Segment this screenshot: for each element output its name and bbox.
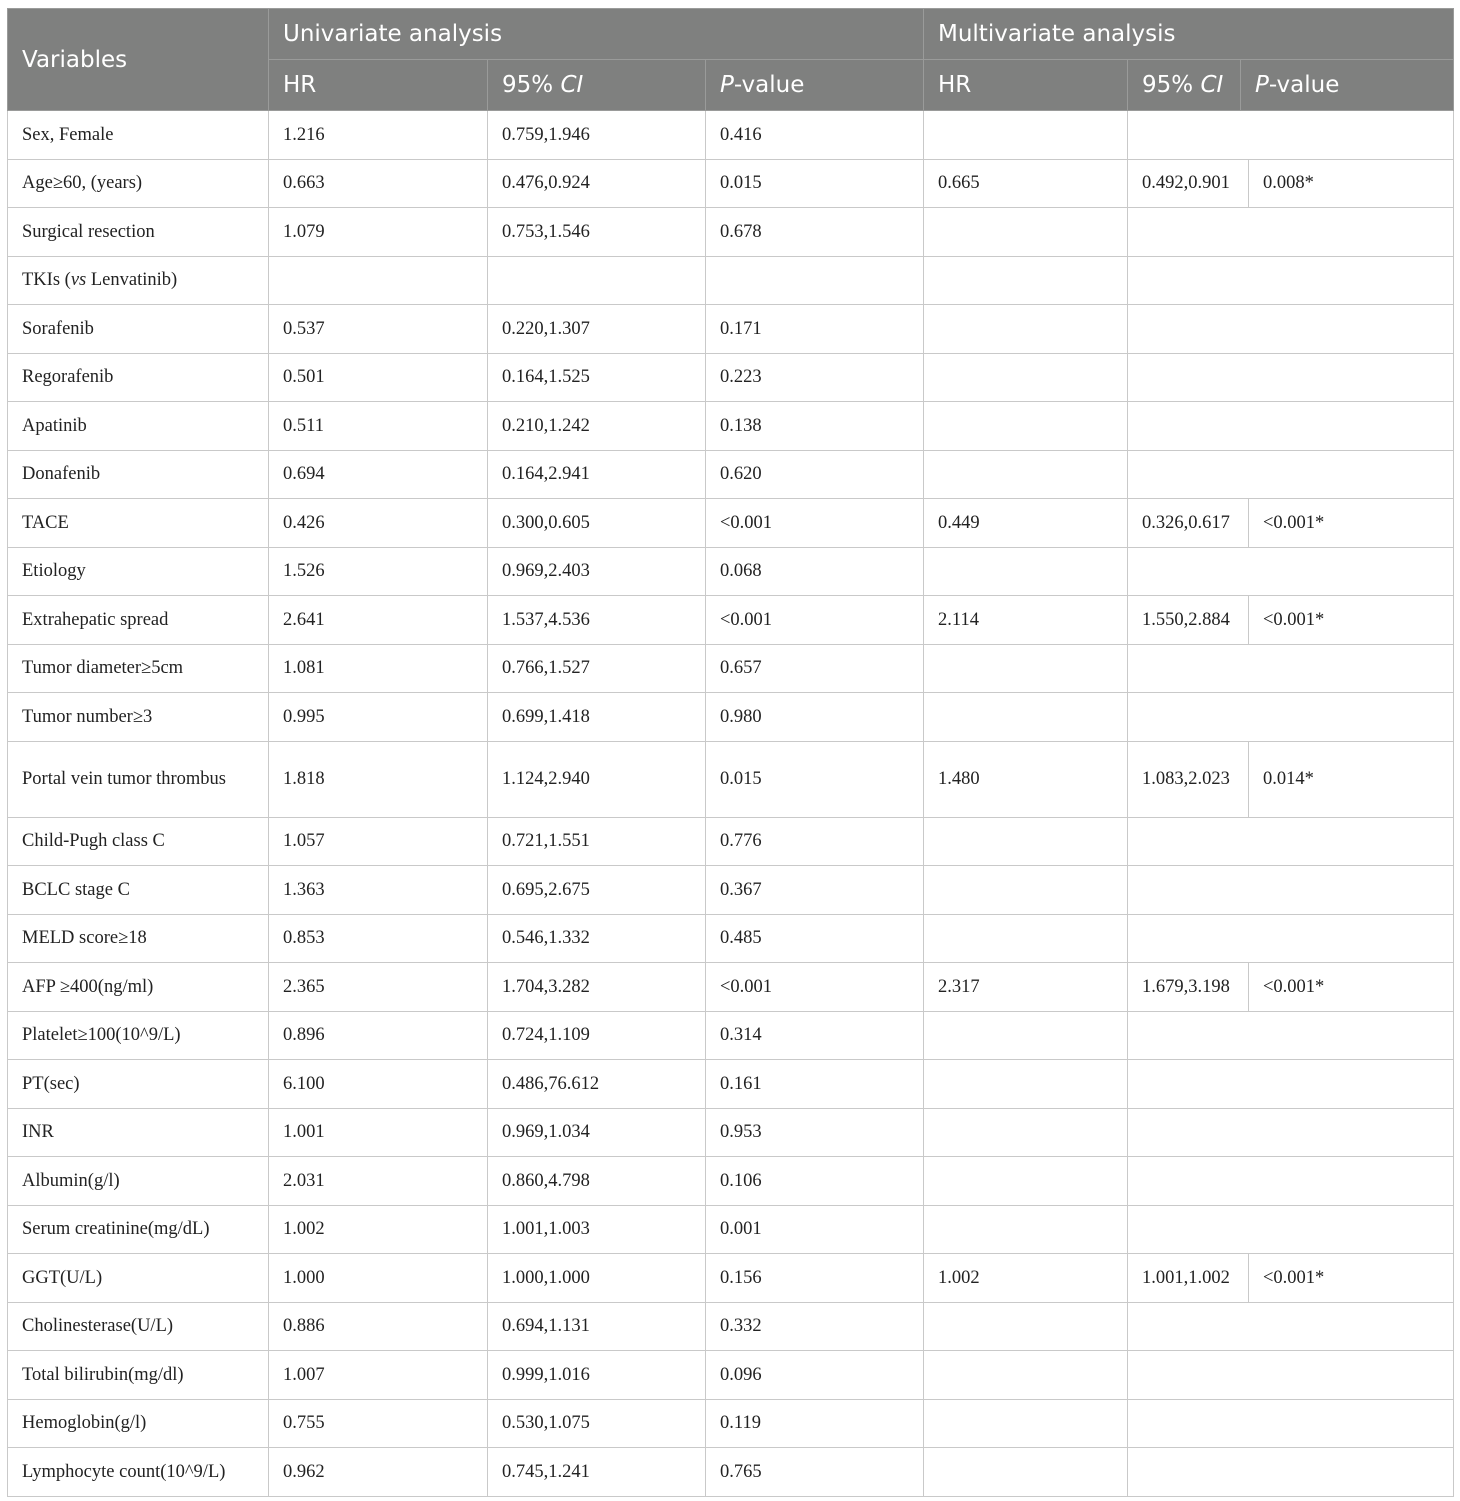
variable-cell: Etiology <box>8 547 269 596</box>
multi-hr-cell <box>924 1205 1128 1254</box>
uni-ci-cell: 0.860,4.798 <box>488 1157 706 1206</box>
multi-ci-cell: 1.083,2.023 <box>1128 741 1249 817</box>
multi-empty-cell <box>1128 305 1454 354</box>
multi-empty-cell <box>1128 402 1454 451</box>
uni-hr-cell: 1.363 <box>269 866 488 915</box>
uni-hr-cell: 1.216 <box>269 111 488 160</box>
uni-p-cell: 0.776 <box>706 817 924 866</box>
uni-p-cell: 0.765 <box>706 1448 924 1497</box>
variable-cell: Total bilirubin(mg/dl) <box>8 1351 269 1400</box>
header-variables: Variables <box>8 9 269 111</box>
multi-empty-cell <box>1128 208 1454 257</box>
multi-hr-cell: 2.114 <box>924 596 1128 645</box>
table-row <box>8 596 1454 645</box>
variable-cell: Extrahepatic spread <box>8 596 269 645</box>
table-row <box>8 1205 1454 1254</box>
header-uni-ci: 95% CI <box>488 60 706 111</box>
variable-cell: BCLC stage C <box>8 866 269 915</box>
uni-p-cell: 0.138 <box>706 402 924 451</box>
uni-p-cell: 0.015 <box>706 741 924 817</box>
table-row <box>8 1011 1454 1060</box>
uni-hr-cell: 1.002 <box>269 1205 488 1254</box>
uni-p-cell: 0.332 <box>706 1302 924 1351</box>
uni-p-cell: 0.416 <box>706 111 924 160</box>
uni-p-cell: 0.096 <box>706 1351 924 1400</box>
multi-p-cell: <0.001* <box>1249 499 1454 548</box>
multi-empty-cell <box>1128 866 1454 915</box>
uni-p-cell: 0.657 <box>706 644 924 693</box>
multi-empty-cell <box>1128 693 1454 742</box>
uni-ci-cell: 0.759,1.946 <box>488 111 706 160</box>
multi-ci-cell: 1.001,1.002 <box>1128 1254 1249 1303</box>
uni-p-cell: 0.953 <box>706 1108 924 1157</box>
multi-hr-cell <box>924 208 1128 257</box>
multi-hr-cell: 0.665 <box>924 159 1128 208</box>
multi-empty-cell <box>1128 111 1454 160</box>
multi-empty-cell <box>1128 353 1454 402</box>
uni-hr-cell: 0.886 <box>269 1302 488 1351</box>
table-body <box>8 111 1454 1497</box>
uni-hr-cell: 0.511 <box>269 402 488 451</box>
table-row <box>8 402 1454 451</box>
multi-hr-cell <box>924 353 1128 402</box>
uni-ci-cell: 0.699,1.418 <box>488 693 706 742</box>
table-row <box>8 208 1454 257</box>
multi-hr-cell <box>924 866 1128 915</box>
uni-ci-cell: 0.753,1.546 <box>488 208 706 257</box>
multi-empty-cell <box>1128 1157 1454 1206</box>
uni-ci-cell: 0.721,1.551 <box>488 817 706 866</box>
variable-cell: Sex, Female <box>8 111 269 160</box>
table-row <box>8 305 1454 354</box>
uni-ci-cell: 0.694,1.131 <box>488 1302 706 1351</box>
hazard-ratio-table <box>7 8 1454 1497</box>
uni-p-cell: 0.001 <box>706 1205 924 1254</box>
uni-hr-cell: 1.001 <box>269 1108 488 1157</box>
table-row <box>8 914 1454 963</box>
variable-cell: AFP ≥400(ng/ml) <box>8 963 269 1012</box>
uni-ci-cell: 1.704,3.282 <box>488 963 706 1012</box>
variable-italic: vs <box>70 270 87 291</box>
header-multivariate: Multivariate analysis <box>924 9 1454 60</box>
multi-hr-cell <box>924 305 1128 354</box>
table-row <box>8 1108 1454 1157</box>
uni-hr-cell: 1.818 <box>269 741 488 817</box>
table-row <box>8 644 1454 693</box>
multi-ci-cell: 1.550,2.884 <box>1128 596 1249 645</box>
multi-hr-cell <box>924 111 1128 160</box>
table-row <box>8 159 1454 208</box>
multi-empty-cell <box>1128 1060 1454 1109</box>
variable-cell: Apatinib <box>8 402 269 451</box>
uni-p-cell: 0.156 <box>706 1254 924 1303</box>
uni-ci-cell: 0.300,0.605 <box>488 499 706 548</box>
variable-cell: Surgical resection <box>8 208 269 257</box>
header-multi-p: P-value <box>1241 60 1454 111</box>
multi-hr-cell <box>924 914 1128 963</box>
uni-p-cell: 0.620 <box>706 450 924 499</box>
multi-hr-cell <box>924 1060 1128 1109</box>
uni-p-cell: <0.001 <box>706 596 924 645</box>
table-row <box>8 1448 1454 1497</box>
multi-p-cell: <0.001* <box>1249 963 1454 1012</box>
header-uni-p: P-value <box>706 60 924 111</box>
table-row <box>8 1351 1454 1400</box>
uni-hr-cell: 0.694 <box>269 450 488 499</box>
uni-p-cell: 0.485 <box>706 914 924 963</box>
multi-ci-cell: 0.492,0.901 <box>1128 159 1249 208</box>
multi-hr-cell <box>924 693 1128 742</box>
uni-hr-cell: 0.755 <box>269 1399 488 1448</box>
uni-ci-cell: 1.001,1.003 <box>488 1205 706 1254</box>
multi-empty-cell <box>1128 256 1454 305</box>
uni-hr-cell: 0.896 <box>269 1011 488 1060</box>
table-row <box>8 1302 1454 1351</box>
multi-hr-cell <box>924 1011 1128 1060</box>
uni-ci-cell: 0.969,1.034 <box>488 1108 706 1157</box>
uni-hr-cell: 0.426 <box>269 499 488 548</box>
variable-cell: Cholinesterase(U/L) <box>8 1302 269 1351</box>
variable-cell <box>8 256 269 305</box>
uni-ci-cell: 1.000,1.000 <box>488 1254 706 1303</box>
variable-cell: Age≥60, (years) <box>8 159 269 208</box>
multi-hr-cell <box>924 1157 1128 1206</box>
uni-p-cell: <0.001 <box>706 963 924 1012</box>
uni-ci-cell: 0.486,76.612 <box>488 1060 706 1109</box>
table-row <box>8 499 1454 548</box>
multi-empty-cell <box>1128 1399 1454 1448</box>
variable-cell: Donafenib <box>8 450 269 499</box>
table-row <box>8 353 1454 402</box>
table-row <box>8 547 1454 596</box>
uni-hr-cell: 0.501 <box>269 353 488 402</box>
uni-hr-cell: 0.995 <box>269 693 488 742</box>
variable-cell: TACE <box>8 499 269 548</box>
header-uni-hr: HR <box>269 60 488 111</box>
table-row <box>8 1254 1454 1303</box>
multi-p-cell: <0.001* <box>1249 1254 1454 1303</box>
uni-p-cell: <0.001 <box>706 499 924 548</box>
uni-hr-cell: 6.100 <box>269 1060 488 1109</box>
uni-ci-cell: 1.537,4.536 <box>488 596 706 645</box>
uni-ci-cell <box>488 256 706 305</box>
multi-empty-cell <box>1128 1448 1454 1497</box>
multi-empty-cell <box>1128 450 1454 499</box>
uni-ci-cell: 0.969,2.403 <box>488 547 706 596</box>
multi-hr-cell <box>924 1108 1128 1157</box>
variable-cell: INR <box>8 1108 269 1157</box>
header-multi-ci: 95% CI <box>1128 60 1241 111</box>
uni-ci-cell: 0.476,0.924 <box>488 159 706 208</box>
uni-hr-cell: 1.057 <box>269 817 488 866</box>
table-row <box>8 256 1454 305</box>
multi-hr-cell: 2.317 <box>924 963 1128 1012</box>
uni-hr-cell: 1.007 <box>269 1351 488 1400</box>
uni-hr-cell: 0.853 <box>269 914 488 963</box>
uni-p-cell: 0.314 <box>706 1011 924 1060</box>
multi-hr-cell <box>924 450 1128 499</box>
uni-ci-cell: 0.220,1.307 <box>488 305 706 354</box>
uni-hr-cell: 1.081 <box>269 644 488 693</box>
header-univariate: Univariate analysis <box>269 9 924 60</box>
uni-p-cell: 0.171 <box>706 305 924 354</box>
multi-empty-cell <box>1128 817 1454 866</box>
variable-cell: Portal vein tumor thrombus <box>8 741 269 817</box>
multi-empty-cell <box>1128 644 1454 693</box>
multi-hr-cell <box>924 1448 1128 1497</box>
uni-ci-cell: 0.530,1.075 <box>488 1399 706 1448</box>
uni-p-cell: 0.161 <box>706 1060 924 1109</box>
uni-p-cell: 0.015 <box>706 159 924 208</box>
variable-cell: Sorafenib <box>8 305 269 354</box>
variable-cell: Platelet≥100(10^9/L) <box>8 1011 269 1060</box>
uni-ci-cell: 0.210,1.242 <box>488 402 706 451</box>
table-row <box>8 450 1454 499</box>
variable-cell: Regorafenib <box>8 353 269 402</box>
uni-ci-cell: 0.999,1.016 <box>488 1351 706 1400</box>
uni-hr-cell: 2.031 <box>269 1157 488 1206</box>
multi-hr-cell <box>924 547 1128 596</box>
table-row <box>8 741 1454 817</box>
multi-empty-cell <box>1128 1302 1454 1351</box>
multi-empty-cell <box>1128 1205 1454 1254</box>
table-row <box>8 693 1454 742</box>
multi-hr-cell <box>924 1302 1128 1351</box>
variable-cell: Tumor diameter≥5cm <box>8 644 269 693</box>
multi-empty-cell <box>1128 1351 1454 1400</box>
multi-p-cell: 0.014* <box>1249 741 1454 817</box>
uni-hr-cell: 1.079 <box>269 208 488 257</box>
variable-cell: Hemoglobin(g/l) <box>8 1399 269 1448</box>
multi-hr-cell: 1.480 <box>924 741 1128 817</box>
uni-p-cell: 0.068 <box>706 547 924 596</box>
uni-p-cell: 0.119 <box>706 1399 924 1448</box>
uni-ci-cell: 0.724,1.109 <box>488 1011 706 1060</box>
uni-p-cell: 0.980 <box>706 693 924 742</box>
uni-hr-cell: 0.537 <box>269 305 488 354</box>
uni-ci-cell: 1.124,2.940 <box>488 741 706 817</box>
uni-hr-cell <box>269 256 488 305</box>
uni-hr-cell: 2.641 <box>269 596 488 645</box>
uni-ci-cell: 0.695,2.675 <box>488 866 706 915</box>
uni-p-cell: 0.223 <box>706 353 924 402</box>
multi-p-cell: 0.008* <box>1249 159 1454 208</box>
uni-ci-cell: 0.546,1.332 <box>488 914 706 963</box>
uni-p-cell: 0.678 <box>706 208 924 257</box>
uni-ci-cell: 0.164,1.525 <box>488 353 706 402</box>
uni-ci-cell: 0.766,1.527 <box>488 644 706 693</box>
uni-ci-cell: 0.745,1.241 <box>488 1448 706 1497</box>
table-row <box>8 111 1454 160</box>
multi-hr-cell <box>924 1351 1128 1400</box>
variable-cell: GGT(U/L) <box>8 1254 269 1303</box>
uni-hr-cell: 2.365 <box>269 963 488 1012</box>
multi-hr-cell <box>924 817 1128 866</box>
uni-hr-cell: 0.962 <box>269 1448 488 1497</box>
table-row <box>8 1157 1454 1206</box>
variable-cell: Albumin(g/l) <box>8 1157 269 1206</box>
multi-hr-cell <box>924 1399 1128 1448</box>
variable-cell: Serum creatinine(mg/dL) <box>8 1205 269 1254</box>
uni-p-cell: 0.367 <box>706 866 924 915</box>
header-multi-hr: HR <box>924 60 1128 111</box>
table-row <box>8 1399 1454 1448</box>
multi-empty-cell <box>1128 547 1454 596</box>
variable-cell: PT(sec) <box>8 1060 269 1109</box>
variable-text: Lenvatinib) <box>86 270 178 291</box>
variable-cell: Child-Pugh class C <box>8 817 269 866</box>
uni-hr-cell: 1.000 <box>269 1254 488 1303</box>
multi-empty-cell <box>1128 1011 1454 1060</box>
multi-hr-cell: 0.449 <box>924 499 1128 548</box>
uni-ci-cell: 0.164,2.941 <box>488 450 706 499</box>
multi-hr-cell <box>924 402 1128 451</box>
multi-hr-cell: 1.002 <box>924 1254 1128 1303</box>
table-row <box>8 963 1454 1012</box>
uni-p-cell: 0.106 <box>706 1157 924 1206</box>
variable-cell: Tumor number≥3 <box>8 693 269 742</box>
multi-hr-cell <box>924 256 1128 305</box>
uni-hr-cell: 0.663 <box>269 159 488 208</box>
table-row <box>8 817 1454 866</box>
multi-ci-cell: 1.679,3.198 <box>1128 963 1249 1012</box>
uni-hr-cell: 1.526 <box>269 547 488 596</box>
variable-cell: Lymphocyte count(10^9/L) <box>8 1448 269 1497</box>
table-row <box>8 866 1454 915</box>
multi-hr-cell <box>924 644 1128 693</box>
uni-p-cell <box>706 256 924 305</box>
multi-p-cell: <0.001* <box>1249 596 1454 645</box>
variable-cell: MELD score≥18 <box>8 914 269 963</box>
table-row <box>8 1060 1454 1109</box>
variable-text: TKIs ( <box>22 270 71 291</box>
multi-empty-cell <box>1128 1108 1454 1157</box>
multi-empty-cell <box>1128 914 1454 963</box>
multi-ci-cell: 0.326,0.617 <box>1128 499 1249 548</box>
